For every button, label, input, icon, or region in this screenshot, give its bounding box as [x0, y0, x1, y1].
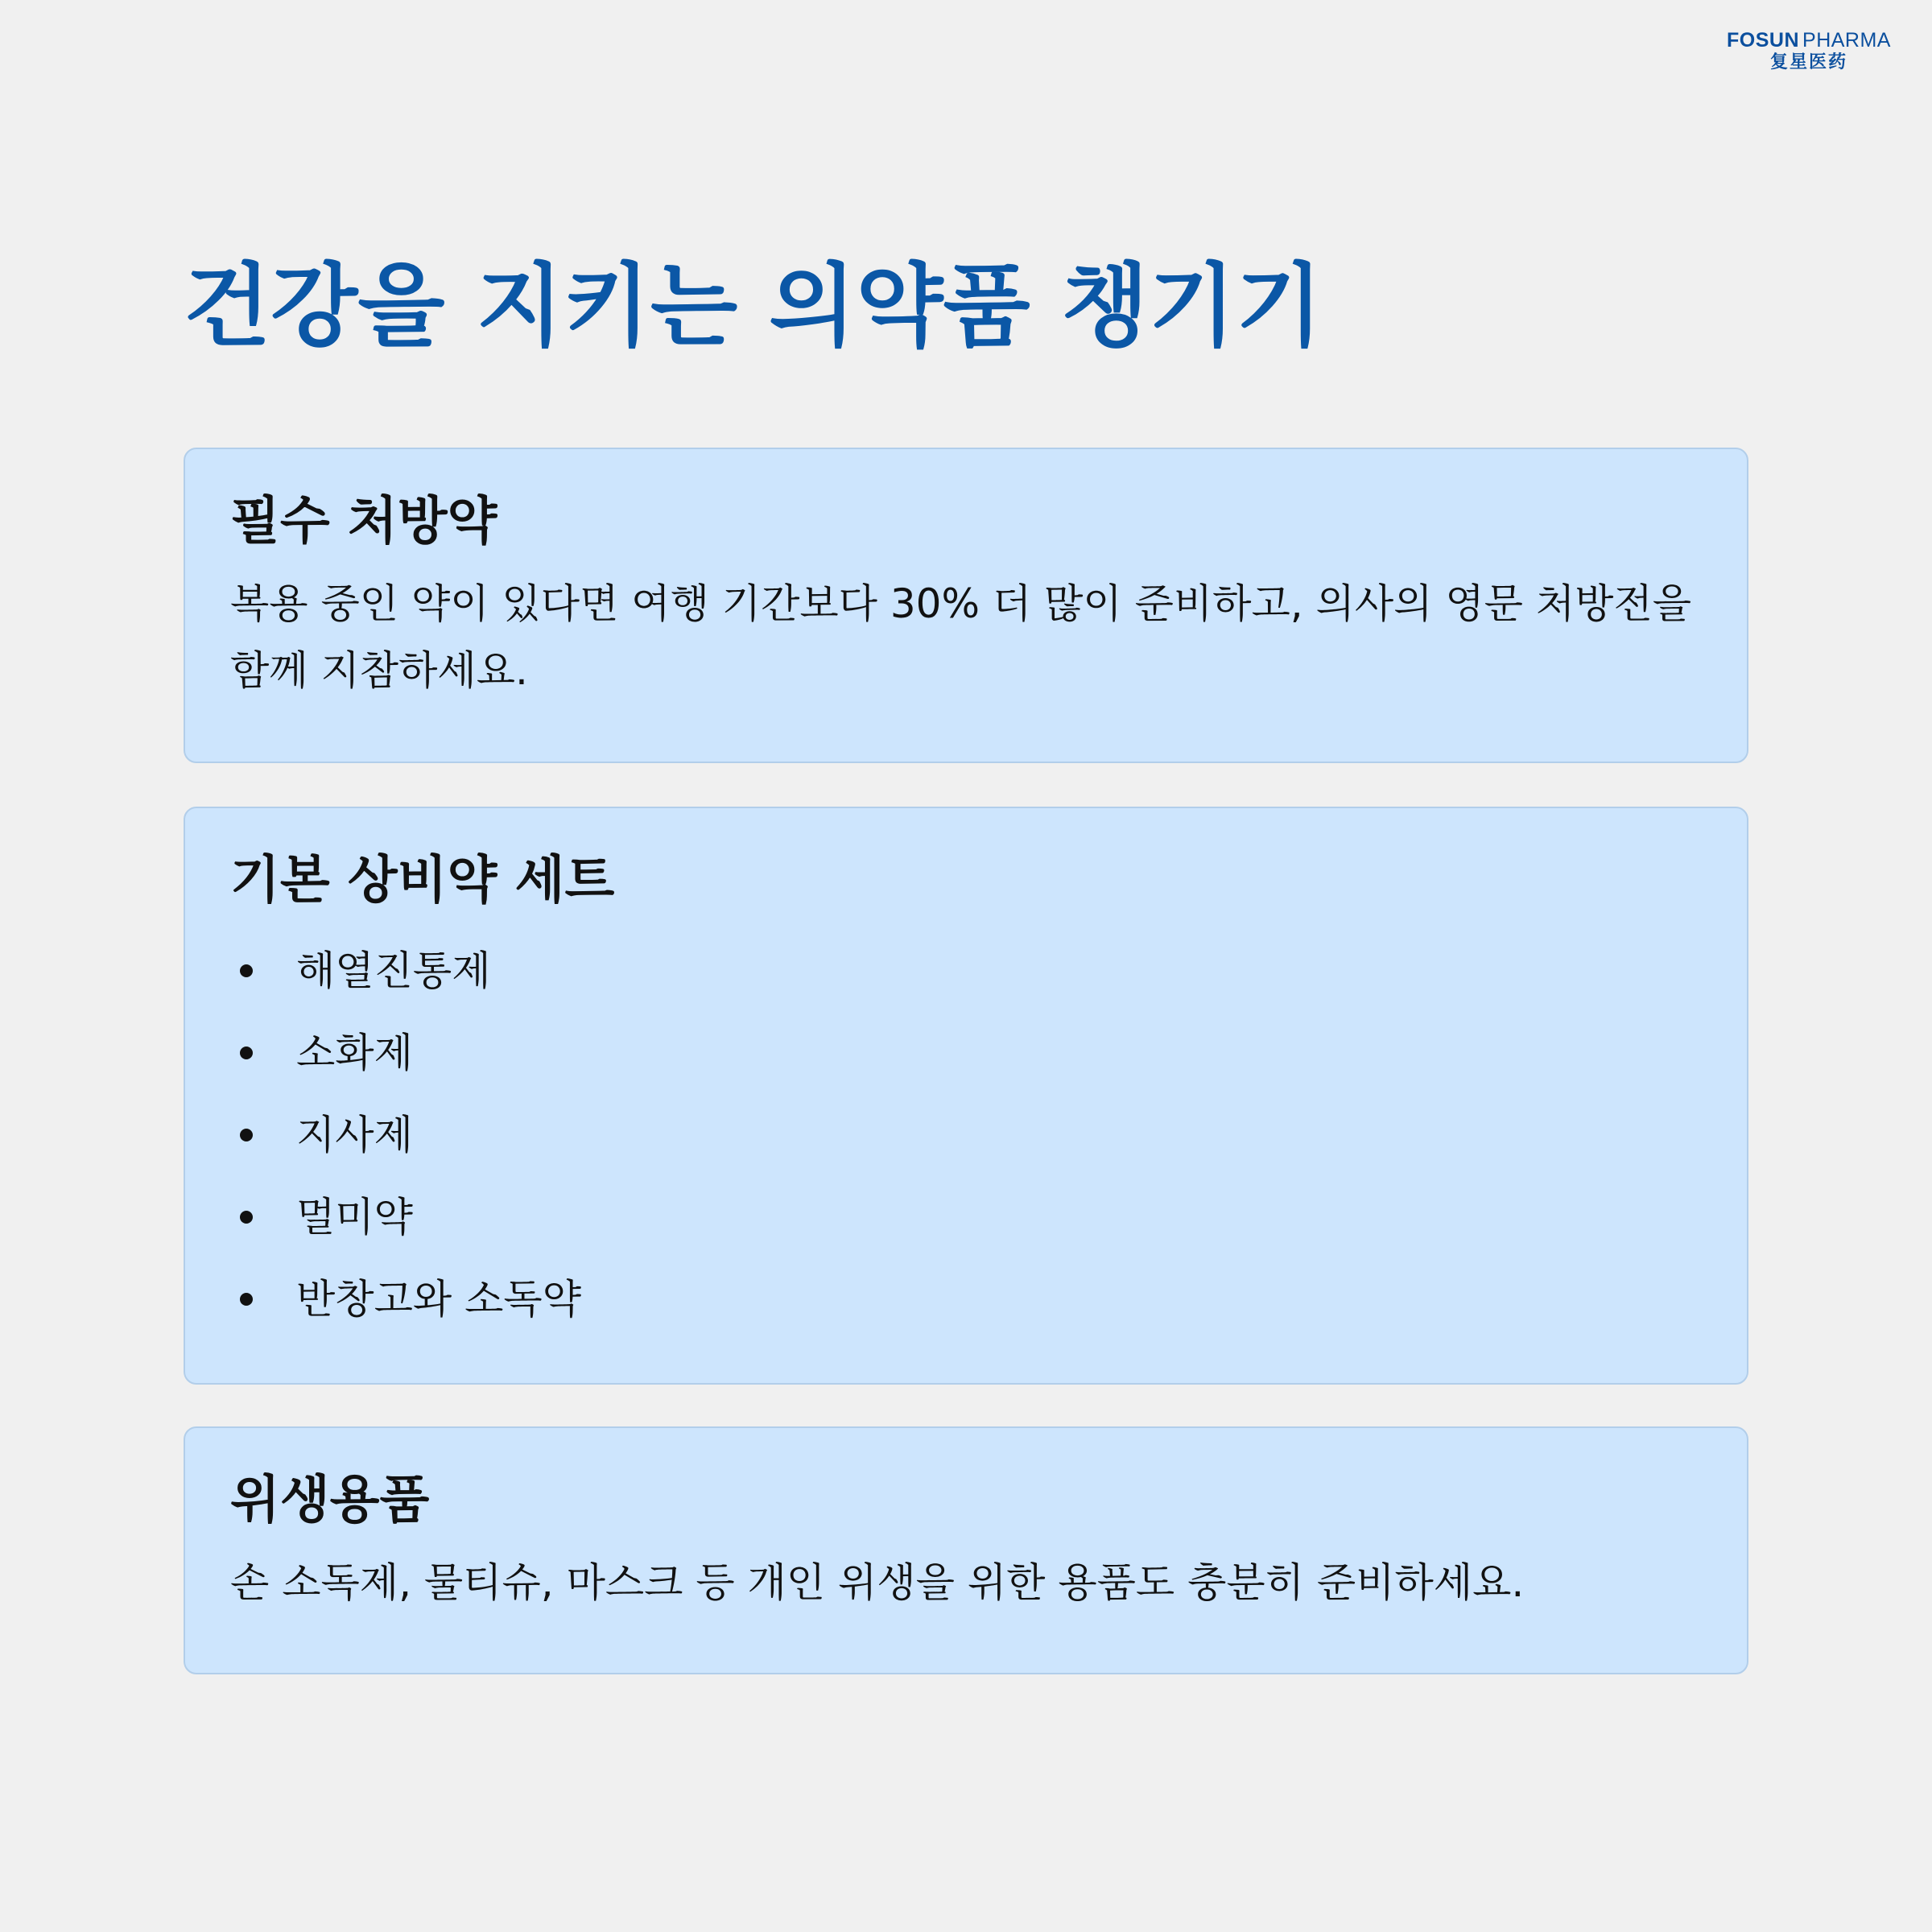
- section-card-basic-kit: [184, 807, 1748, 1385]
- list-item-label: 소화제: [296, 1029, 413, 1076]
- list-item-label: 지사제: [296, 1111, 413, 1158]
- brand-name-en: [1716, 31, 1901, 51]
- list-item-label: 멀미약: [296, 1193, 413, 1241]
- section-card-hygiene: [184, 1426, 1748, 1674]
- brand-name-cn: 复星医药: [1769, 52, 1847, 72]
- list-item: [230, 1176, 1702, 1258]
- section-heading: 위생용품: [230, 1471, 430, 1530]
- medicine-list: [230, 930, 1702, 1340]
- section-card-prescription: [184, 448, 1748, 763]
- section-body: 손 소독제, 물티슈, 마스크 등 개인 위생을 위한 용품도 충분히 준비하세요.: [230, 1558, 1525, 1606]
- brand-logo: [1716, 31, 1901, 72]
- list-item: [230, 1012, 1702, 1094]
- section-heading: 기본 상비약 세트: [230, 851, 615, 910]
- page-title: 건강을 지키는 의약품 챙기기: [184, 254, 1323, 359]
- list-item: [230, 1094, 1702, 1176]
- bullet-dot: [240, 1293, 253, 1306]
- brand-name-en-light: PHARMA: [1802, 29, 1891, 52]
- section-body: 복용 중인 약이 있다면 여행 기간보다 30% 더 많이 준비하고, 의사의 영문 처방전을 함께 지참하세요.: [230, 580, 1692, 694]
- section-heading: 필수 처방약: [230, 492, 497, 551]
- bullet-dot: [240, 1046, 253, 1059]
- bullet-dot: [240, 1211, 253, 1224]
- brand-name-en-bold: FOSUN: [1727, 29, 1800, 52]
- list-item: [230, 1258, 1702, 1340]
- list-item-label: 해열진통제: [296, 947, 491, 994]
- bullet-dot: [240, 1129, 253, 1141]
- list-item: [230, 930, 1702, 1012]
- list-item-label: 반창고와 소독약: [296, 1275, 581, 1323]
- bullet-dot: [240, 964, 253, 977]
